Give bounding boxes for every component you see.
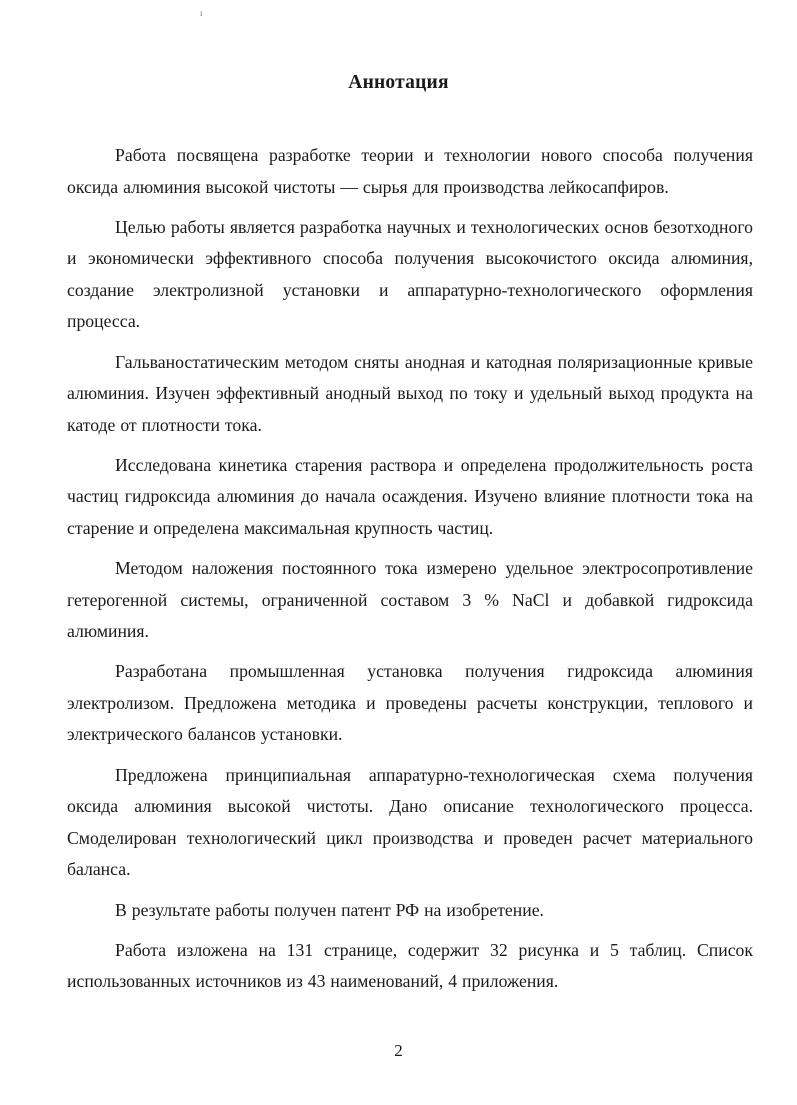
paragraph-purpose: Работа посвящена разработке теории и технологии нового способа получения оксида алюминия высокой чистоты — сырья для производства лейкосапфиров. xyxy=(67,145,753,197)
paragraph-goal: Целью работы является разработка научных и технологических основ безотходного и экономически эффективного способа получения высокочистого оксида алюминия, создание электролизной установки и аппаратурно-технологического оформления процесса. xyxy=(67,216,753,332)
paragraph-kinetics: Исследована кинетика старения раствора и определена продолжительность роста частиц гидроксида алюминия до начала осаждения. Изучено влияние плотности тока на старение и определена максимальная крупность частиц. xyxy=(67,454,753,538)
paragraph-installation: Разработана промышленная установка получения гидроксида алюминия электролизом. Предложена методика и проведены расчеты конструкции, теплового и электрического балансов установки. xyxy=(67,661,753,745)
paragraph-polarization: Гальваностатическим методом сняты анодная и катодная поляризационные кривые алюминия. Изучен эффективный анодный выход по току и удельный выход продукта на катоде от плотности тока. xyxy=(67,351,753,435)
paragraph-volume: Работа изложена на 131 странице, содержит 32 рисунка и 5 таблиц. Список использованных источников из 43 наименований, 4 приложения. xyxy=(67,939,753,992)
paragraph-patent: В результате работы получен патент РФ на изобретение. xyxy=(115,899,544,920)
abstract-body xyxy=(67,140,753,1007)
paragraph-scheme: Предложена принципиальная аппаратурно-технологическая схема получения оксида алюминия высокой чистоты. Дано описание технологического процесса. Смоделирован технологический цикл производства и проведен расчет материального баланса. xyxy=(67,764,753,880)
scan-artifact-mark: ı xyxy=(200,8,203,18)
page-title: Аннотация xyxy=(348,72,449,93)
paragraph-resistivity: Методом наложения постоянного тока измерено удельное электросопротивление гетерогенной системы, ограниченной составом 3 % NaCl и добавкой гидроксида алюминия. xyxy=(67,558,753,642)
page-number: 2 xyxy=(394,1041,403,1060)
